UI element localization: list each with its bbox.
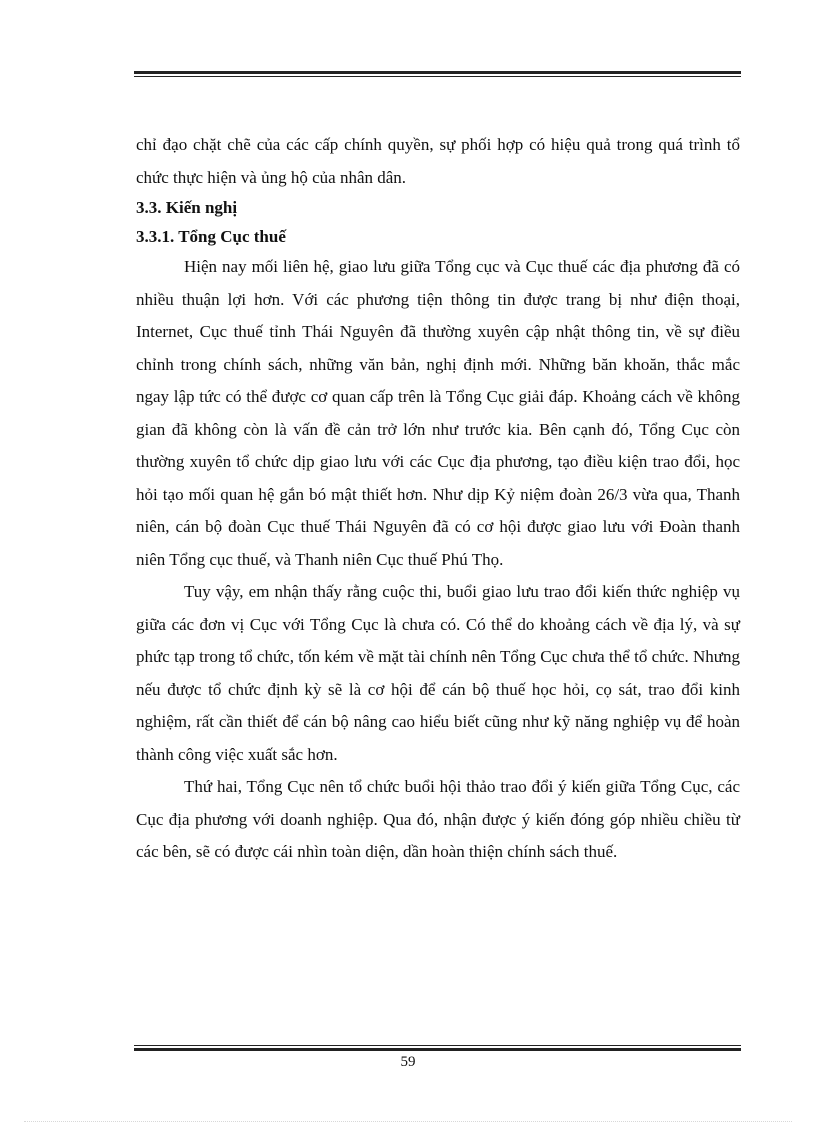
section-heading: 3.3. Kiến nghị: [136, 198, 238, 217]
paragraph: Thứ hai, Tổng Cục nên tổ chức buổi hội thảo trao đổi ý kiến giữa Tổng Cục, các Cục địa phương với doanh nghiệp. Qua đó, nhận được ý kiến đóng góp nhiều chiều từ các bên, sẽ có được cái nhìn toàn diện, dần hoàn thiện chính sách thuế.: [136, 777, 740, 861]
page-number: 59: [400, 1054, 416, 1070]
header-rule-thick: [134, 71, 741, 74]
header-rule-thin: [134, 76, 741, 77]
page-body: [136, 129, 740, 869]
footer-rule-thin: [134, 1045, 741, 1046]
paragraph: Hiện nay mối liên hệ, giao lưu giữa Tổng cục và Cục thuế các địa phương đã có nhiều thuận lợi hơn. Với các phương tiện thông tin được trang bị như điện thoại, Internet, Cục thuế tỉnh Thái Nguyên đã thường xuyên cập nhật thông tin, về sự điều chỉnh trong chính sách, những văn bản, nghị định mới. Những băn khoăn, thắc mắc ngay lập tức có thể được cơ quan cấp trên là Tổng Cục giải đáp. Khoảng cách về không gian đã không còn là vấn đề cản trở lớn như trước kia. Bên cạnh đó, Tổng Cục còn thường xuyên tổ chức dịp giao lưu với các Cục địa phương, tạo điều kiện trao đổi, học hỏi tạo mối quan hệ gắn bó mật thiết hơn. Như dịp Kỷ niệm đoàn 26/3 vừa qua, Thanh niên, cán bộ đoàn Cục thuế Thái Nguyên đã có cơ hội được giao lưu với Đoàn thanh niên Tổng cục thuế, và Thanh niên Cục thuế Phú Thọ.: [136, 257, 740, 569]
footer-dotted-line: [24, 1121, 792, 1122]
paragraph: chỉ đạo chặt chẽ của các cấp chính quyền, sự phối hợp có hiệu quả trong quá trình tổ chức thực hiện và ủng hộ của nhân dân.: [136, 135, 740, 187]
paragraph: Tuy vậy, em nhận thấy rằng cuộc thi, buổi giao lưu trao đổi kiến thức nghiệp vụ giữa các đơn vị Cục với Tổng Cục là chưa có. Có thể do khoảng cách về địa lý, và sự phức tạp trong tổ chức, tốn kém về mặt tài chính nên Tổng Cục chưa thể tổ chức. Nhưng nếu được tổ chức định kỳ sẽ là cơ hội để cán bộ thuế học hỏi, cọ sát, trao đổi kinh nghiệm, rất cần thiết để cán bộ nâng cao hiểu biết cũng như kỹ năng nghiệp vụ để hoàn thành công việc xuất sắc hơn.: [136, 582, 740, 764]
subsection-heading: 3.3.1. Tổng Cục thuế: [136, 227, 286, 246]
footer-rule-thick: [134, 1048, 741, 1051]
header-rule: [134, 71, 741, 77]
footer-rule: [134, 1045, 741, 1051]
